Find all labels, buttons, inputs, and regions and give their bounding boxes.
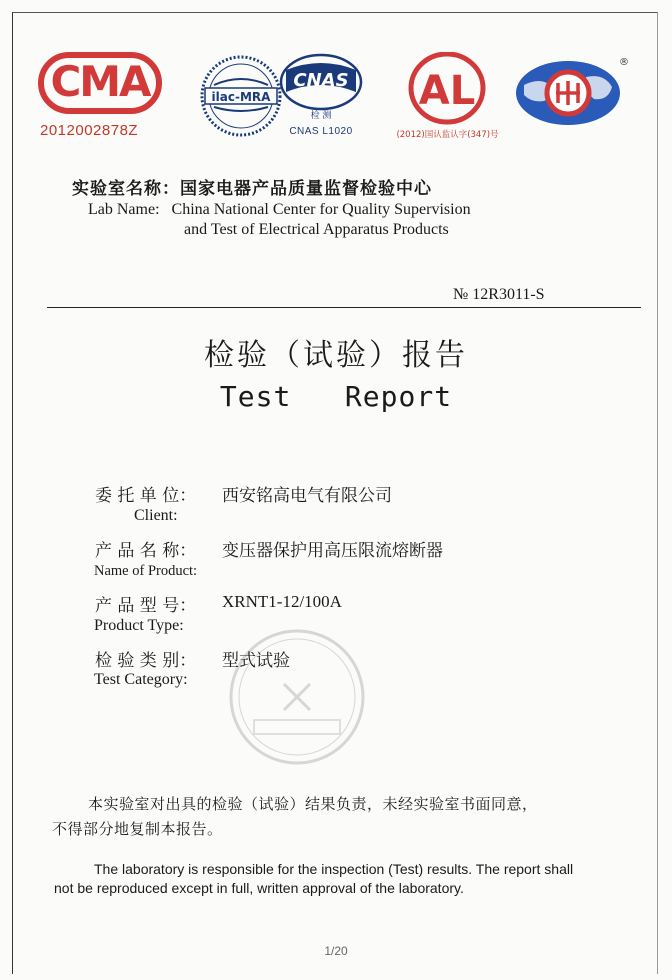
lab-name-en-line1 [88,201,471,219]
ilac-mra-emblem [200,55,282,137]
lab-name-cn-value: 国家电器产品质量监督检验中心 [180,179,432,199]
test-category-label-cn: 检 验 类 别： [95,651,197,671]
cma-logo [38,52,166,144]
cal-emblem [385,52,505,128]
product-name-value: 变压器保护用高压限流熔断器 [222,541,443,561]
cnas-emblem [278,52,364,124]
lab-name-cn-label: 实验室名称： [72,179,180,199]
cal-logo [385,52,505,144]
registered-mark: ® [619,57,629,68]
product-name-label-cn: 产 品 名 称： [95,541,197,561]
lab-name-en-label: Lab Name: [88,201,160,218]
notice-cn-line1: 本实验室对出具的检验（试验）结果负责，未经实验室书面同意， [88,795,538,813]
cma-number: 2012002878Z [40,122,139,139]
header-divider [47,307,641,308]
notice-cn-line2: 不得部分地复制本报告。 [52,820,223,838]
ilac-mra-logo [200,55,282,137]
cnas-text: CNAS [293,70,349,91]
globe-emblem [510,55,630,129]
report-title-cn: 检验（试验）报告 [204,338,468,373]
client-label-cn: 委 托 单 位： [95,486,197,506]
product-name-label-en: Name of Product: [94,563,198,579]
cnas-number: CNAS L1020 [289,126,353,137]
product-type-value: XRNT1-12/100A [222,592,342,611]
client-label-en: Client: [134,507,178,524]
cal-letters: AL [418,68,476,114]
notice-en-line1: The laboratory is responsible for the inspection (Test) results. The report shall [94,861,574,877]
cal-caption: (2012)国认监认字(347)号 [396,130,499,140]
seal-stamp [222,622,372,772]
cnas-logo [278,52,364,144]
globe-logo [510,55,630,129]
client-value: 西安铭高电气有限公司 [222,486,392,506]
report-title-en: Test Report [219,380,453,413]
product-type-label-en: Product Type: [94,617,184,634]
notice-en-line2: not be reproduced except in full, written approval of the laboratory. [54,880,464,896]
product-type-label-cn: 产 品 型 号： [95,596,197,616]
test-category-label-en: Test Category: [94,671,188,688]
ilac-mra-text: ilac-MRA [211,90,271,104]
lab-name-cn [72,174,432,199]
report-number: № 12R3011-S [453,286,545,303]
cma-logo-letters: CMA [50,57,150,106]
lab-name-en-value-1: China National Center for Quality Supervision [171,201,471,218]
test-category-value: 型式试验 [222,651,290,671]
page-number: 1/20 [324,944,348,958]
cnas-sub-label: 检 测 [310,111,332,121]
lab-name-en-value-2: and Test of Electrical Apparatus Products [184,221,449,238]
